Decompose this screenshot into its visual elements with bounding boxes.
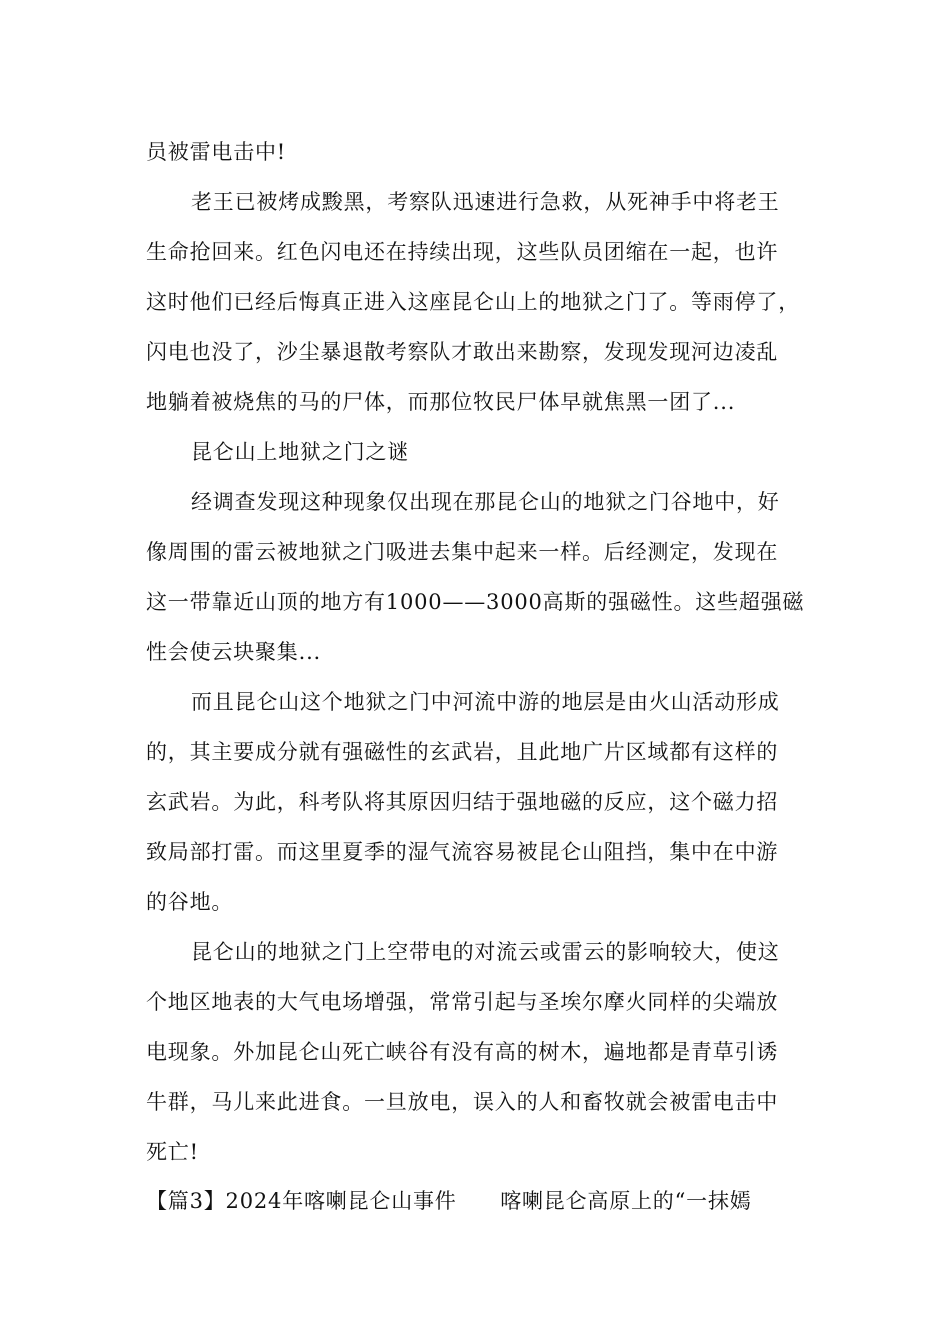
text-line: 玄武岩。为此，科考队将其原因归结于强地磁的反应，这个磁力招 bbox=[146, 790, 779, 814]
text-line: 地躺着被烧焦的马的尸体，而那位牧民尸体早就焦黑一团了... bbox=[146, 390, 736, 414]
text-line: 像周围的雷云被地狱之门吸进去集中起来一样。后经测定，发现在 bbox=[146, 540, 779, 564]
paragraph-first-line: 昆仑山的地狱之门上空带电的对流云或雷云的影响较大，使这 bbox=[191, 940, 780, 964]
paragraph-first-line: 经调查发现这种现象仅出现在那昆仑山的地狱之门谷地中，好 bbox=[191, 490, 780, 514]
text-line: 闪电也没了，沙尘暴退散考察队才敢出来勘察，发现发现河边凌乱 bbox=[146, 340, 779, 364]
text-line: 性会使云块聚集... bbox=[146, 640, 322, 664]
text-line: 的谷地。 bbox=[146, 890, 234, 914]
article-title-line: 【篇3】2024年喀喇昆仑山事件 喀喇昆仑高原上的“一抹嫣 bbox=[146, 1189, 752, 1213]
text-line: 牛群，马儿来此进食。一旦放电，误入的人和畜牧就会被雷电击中 bbox=[146, 1090, 779, 1114]
text-line: 致局部打雷。而这里夏季的湿气流容易被昆仑山阻挡，集中在中游 bbox=[146, 840, 779, 864]
paragraph-first-line: 而且昆仑山这个地狱之门中河流中游的地层是由火山活动形成 bbox=[191, 690, 780, 714]
text-line: 这一带靠近山顶的地方有1000——3000高斯的强磁性。这些超强磁 bbox=[146, 590, 805, 614]
text-line: 员被雷电击中! bbox=[146, 140, 287, 164]
text-line: 个地区地表的大气电场增强，常常引起与圣埃尔摩火同样的尖端放 bbox=[146, 990, 779, 1014]
paragraph-first-line: 老王已被烤成黢黑，考察队迅速进行急救，从死神手中将老王 bbox=[191, 190, 780, 214]
text-line: 的，其主要成分就有强磁性的玄武岩，且此地广片区域都有这样的 bbox=[146, 740, 779, 764]
text-line: 这时他们已经后悔真正进入这座昆仑山上的地狱之门了。等雨停了， bbox=[146, 290, 800, 314]
text-line: 生命抢回来。红色闪电还在持续出现，这些队员团缩在一起，也许 bbox=[146, 240, 779, 264]
text-line: 死亡! bbox=[146, 1140, 199, 1164]
text-line: 电现象。外加昆仑山死亡峡谷有没有高的树木，遍地都是青草引诱 bbox=[146, 1040, 779, 1064]
section-heading: 昆仑山上地狱之门之谜 bbox=[191, 440, 409, 464]
